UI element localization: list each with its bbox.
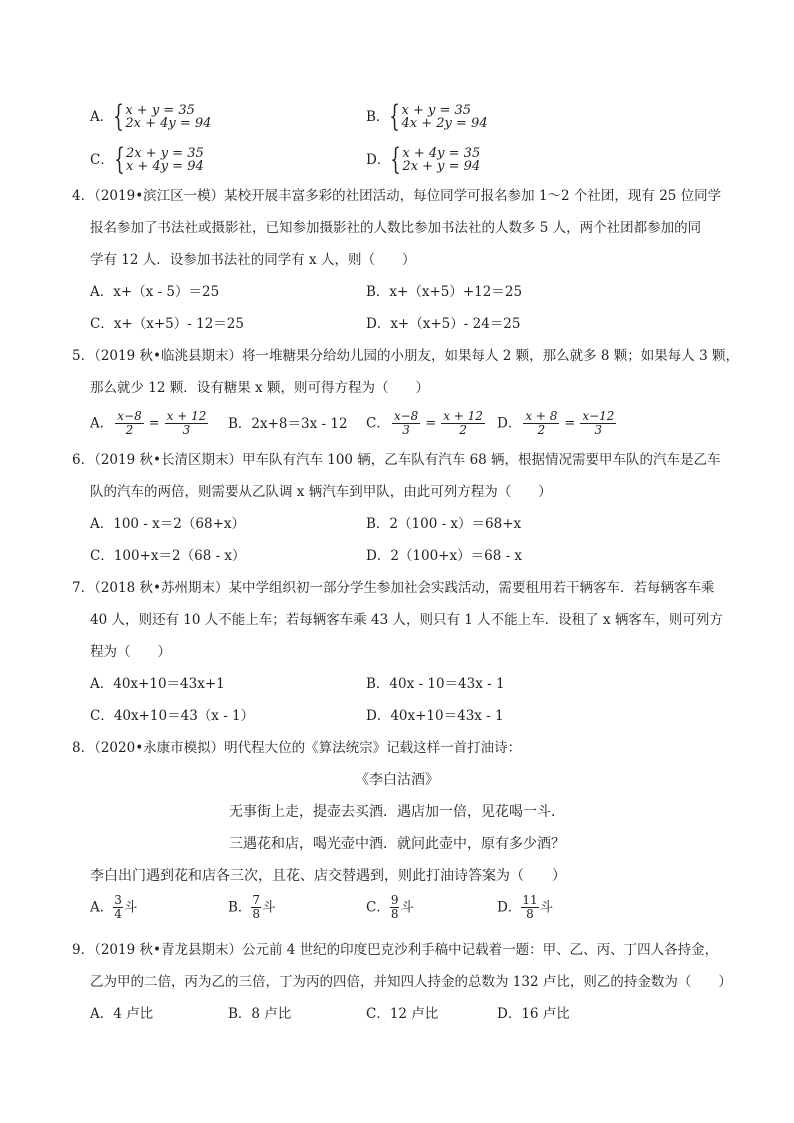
q6-text-line-2: 队的汽车的两倍，则需要从乙队调 x 辆汽车到甲队，由此可列方程为（ ） (90, 484, 552, 500)
q7-option-a: A．40x+10＝43x+1 (90, 676, 225, 692)
numerator: 9 (390, 893, 399, 907)
q5-option-d: D． $\frac{x + 8}{2}$ = $\frac{x-12}{3}$ (497, 409, 615, 437)
q9-option-c: C．12 卢比 (366, 1006, 439, 1022)
q7-text-line-2: 40 人，则还有 10 人不能上车；若每辆客车乘 43 人，则只有 1 人不能上车．设租了 x 辆客车，则可列方 (90, 612, 723, 628)
q7-option-d: D．40x+10＝43x - 1 (366, 708, 504, 724)
unit: 斗 (123, 899, 138, 916)
denominator: 3 (402, 423, 410, 437)
q8-option-c (366, 894, 414, 921)
q9-option-a: A．4 卢比 (90, 1006, 154, 1022)
fraction (165, 410, 209, 437)
equation: 2x + y = 94 (402, 159, 481, 174)
q3-option-b (366, 99, 488, 134)
fraction (113, 894, 123, 921)
numerator: 11 (522, 893, 538, 907)
denominator: 2 (125, 423, 134, 437)
q6-option-a: A．100 - x＝2（68+x） (90, 516, 245, 532)
fraction (251, 894, 261, 921)
q3-option-c (90, 142, 204, 177)
denominator: 8 (390, 907, 399, 921)
q3-option-a (90, 99, 212, 134)
q5-option-c: C． $\frac{x-8}{3}$ = $\frac{x + 12}{2}$ (366, 409, 483, 437)
q4-option-a: A．x+（x - 5）＝25 (90, 284, 220, 300)
option-label: A． (90, 899, 114, 916)
q9-option-d: D．16 卢比 (497, 1006, 570, 1022)
q4-option-b: B．x+（x+5）+12＝25 (366, 284, 523, 300)
fraction (580, 410, 616, 437)
equation: x + 4y = 35 (402, 146, 481, 161)
denominator: 4 (114, 907, 122, 921)
equation: 2x + y = 35 (125, 146, 204, 161)
option-label: A． (90, 415, 114, 432)
fraction (521, 894, 538, 921)
q6-option-b: B．2（100 - x）＝68+x (366, 516, 522, 532)
q8-text-line-1: 8．（2020•永康市模拟）明代程大位的《算法统宗》记载这样一首打油诗： (72, 740, 522, 756)
q4-text-line-3: 学有 12 人．设参加书法社的同学有 x 人，则（ ） (90, 252, 416, 268)
unit: 斗 (262, 899, 276, 916)
poem-line-2: 三遇花和店，喝光壶中酒．就问此壶中，原有多少酒？ (229, 836, 565, 852)
q4-text-line-1: 4．（2019•滨江区一模）某校开展丰富多彩的社团活动，每位同学可报名参加 1～2 个社团，现有 25 位同学 (72, 188, 722, 204)
option-label: A． (90, 109, 114, 125)
q9-text-line-2: 乙为甲的二倍，丙为乙的三倍，丁为丙的四倍，并知四人持金的总数为 132 卢比，则乙的持金数为（ ） (90, 974, 732, 990)
denominator: 3 (594, 423, 603, 437)
q7-text-line-3: 程为（ ） (90, 644, 171, 660)
q3-option-d (366, 142, 481, 177)
q5-option-b: B．2x+8＝3x - 12 (228, 416, 348, 432)
q4-text-line-2: 报名参加了书法社或摄影社，已知参加摄影社的人数比参加书法社的人数多 5 人，两个社团都参加的同 (90, 220, 702, 236)
poem-line-1: 无事街上走，提壶去买酒．遇店加一倍，见花喝一斗． (229, 804, 565, 820)
q6-text-line-1: 6．（2019 秋•长清区期末）甲车队有汽车 100 辆，乙车队有汽车 68 辆，根据情况需要甲车队的汽车是乙车 (72, 452, 721, 468)
equation-system: { 2x + y = 35 x + 4y = 94 (114, 142, 204, 177)
q4-option-c: C．x+（x+5）- 12＝25 (90, 316, 244, 332)
q9-text-line-1: 9．（2019 秋•青龙县期末）公元前 4 世纪的印度巴克沙利手稿中记载着一题：甲、乙、丙、丁四人各持金， (72, 942, 719, 958)
equation: x + y = 35 (125, 103, 195, 118)
fraction (115, 410, 143, 437)
equation-system: { x + y = 35 2x + 4y = 94 (113, 99, 212, 134)
unit: 斗 (400, 899, 414, 916)
denominator: 8 (252, 907, 261, 921)
q7-option-c: C．40x+10＝43（x - 1） (90, 708, 255, 724)
q5-text-line-2: 那么就少 12 颗．设有糖果 x 颗，则可得方程为（ ） (90, 380, 429, 396)
q7-text-line-1: 7．（2018 秋•苏州期末）某中学组织初一部分学生参加社会实践活动，需要租用若干辆客车．若每辆客车乘 (72, 580, 715, 596)
poem-title: 《李白沽酒》 (355, 772, 439, 788)
equation: x + 4y = 94 (125, 159, 204, 174)
q7-option-b: B．40x - 10＝43x - 1 (366, 676, 505, 692)
numerator: x + 12 (166, 409, 207, 423)
equation: 4x + 2y = 94 (401, 116, 488, 131)
q5-option-a: A． $\frac{x-8}{2}$ = $\frac{x + 12}{3}$ (90, 409, 207, 437)
equation-system: { x + y = 35 4x + 2y = 94 (389, 99, 488, 134)
fraction (441, 410, 485, 437)
denominator: 2 (459, 423, 467, 437)
q6-option-c: C．100+x＝2（68 - x） (90, 548, 246, 564)
numerator: x−8 (117, 409, 142, 423)
fraction (390, 894, 400, 921)
fraction (392, 410, 420, 437)
denominator: 8 (526, 907, 534, 921)
option-label: C． (90, 152, 114, 168)
option-label: D． (497, 899, 522, 916)
q8-option-b (228, 894, 276, 921)
q8-text-line-2: 李白出门遇到花和店各三次，且花、店交替遇到，则此打油诗答案为（ ） (90, 868, 566, 884)
numerator: x + 12 (443, 409, 483, 423)
option-label: C． (366, 899, 390, 916)
option-label: C． (366, 415, 390, 432)
equation-system: { x + 4y = 35 2x + y = 94 (390, 142, 481, 177)
equation: 2x + 4y = 94 (125, 116, 212, 131)
equation: x + y = 35 (401, 103, 472, 118)
unit: 斗 (539, 899, 554, 916)
numerator: x + 8 (525, 409, 558, 423)
option-label: D． (497, 415, 522, 432)
fraction (523, 410, 559, 437)
denominator: 3 (182, 423, 191, 437)
option-label: B． (228, 899, 252, 916)
option-label: B． (366, 109, 390, 125)
q8-option-d (497, 894, 553, 921)
q4-option-d: D．x+（x+5）- 24＝25 (366, 316, 521, 332)
numerator: x−12 (582, 409, 615, 423)
numerator: 3 (114, 893, 122, 907)
q8-option-a (90, 894, 137, 921)
numerator: 7 (252, 893, 261, 907)
denominator: 2 (537, 423, 546, 437)
q6-option-d: D．2（100+x）＝68 - x (366, 548, 523, 564)
q9-option-b: B．8 卢比 (228, 1006, 292, 1022)
q5-text-line-1: 5．（2019 秋•临洮县期末）将一堆糖果分给幼儿园的小朋友，如果每人 2 颗，那么就多 8 颗；如果每人 3 颗， (72, 348, 739, 364)
option-label: D． (366, 152, 391, 168)
numerator: x−8 (393, 409, 419, 423)
